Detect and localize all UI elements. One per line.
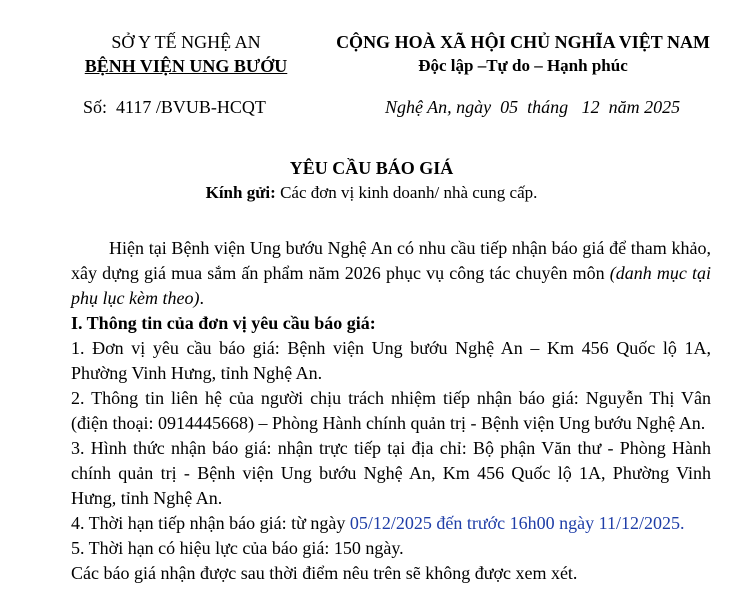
org-parent-name: SỞ Y TẾ NGHỆ AN [111,32,261,52]
section-heading: I. Thông tin của đơn vị yêu cầu báo giá: [71,313,376,333]
organization-header [60,30,312,78]
document-body [71,236,711,586]
deadline-highlight: 05/12/2025 đến trước 16h00 ngày 11/12/2025. [349,513,685,533]
national-motto: Độc lập –Tự do – Hạnh phúc [418,56,628,75]
recipient-label: Kính gửi: [205,183,276,202]
list-item-1: 1. Đơn vị yêu cầu báo giá: Bệnh viện Ung bướu Nghệ An – Km 456 Quốc lộ 1A, Phường Vinh Hưng, tỉnh Nghệ An. [71,338,711,383]
org-name: BỆNH VIỆN UNG BƯỚU [84,56,288,76]
intro-text: Hiện tại Bệnh viện Ung bướu Nghệ An có nhu cầu tiếp nhận báo giá để tham khảo, xây dựng giá mua sắm ấn phẩm năm 2026 phục vụ công tác chuyên môn [71,238,711,283]
intro-italic-note: (danh mục tại phụ lục kèm theo) [71,263,711,308]
recipient-line [0,182,743,204]
document-number: Số: 4117 /BVUB-HCQT [83,97,266,117]
national-name: CỘNG HOÀ XÃ HỘI CHỦ NGHĨA VIỆT NAM [336,32,710,52]
recipient-text: Các đơn vị kinh doanh/ nhà cung cấp. [275,183,538,202]
list-item-2: 2. Thông tin liên hệ của người chịu trách nhiệm tiếp nhận báo giá: Nguyễn Thị Vân (điện thoại: 0914445668) – Phòng Hành chính quản trị - Bệnh viện Ung bướu Nghệ An. [71,388,711,433]
list-item-5: 5. Thời hạn có hiệu lực của báo giá: 150 ngày. [71,538,404,558]
closing-note: Các báo giá nhận được sau thời điểm nêu trên sẽ không được xem xét. [71,563,578,583]
list-item-4-text: 4. Thời hạn tiếp nhận báo giá: từ ngày [71,513,350,533]
national-header [318,30,728,78]
list-item-4 [71,511,711,536]
document-date: Nghệ An, ngày 05 tháng 12 năm 2025 [385,97,681,117]
document-title: YÊU CẦU BÁO GIÁ [289,158,454,178]
intro-paragraph [71,236,711,311]
intro-end: . [199,288,204,308]
list-item-3: 3. Hình thức nhận báo giá: nhận trực tiếp tại địa chỉ: Bộ phận Văn thư - Phòng Hành chính quản trị - Bệnh viện Ung bướu Nghệ An, Km 456 Quốc lộ 1A, Phường Vinh Hưng, tỉnh Nghệ An. [71,438,711,508]
